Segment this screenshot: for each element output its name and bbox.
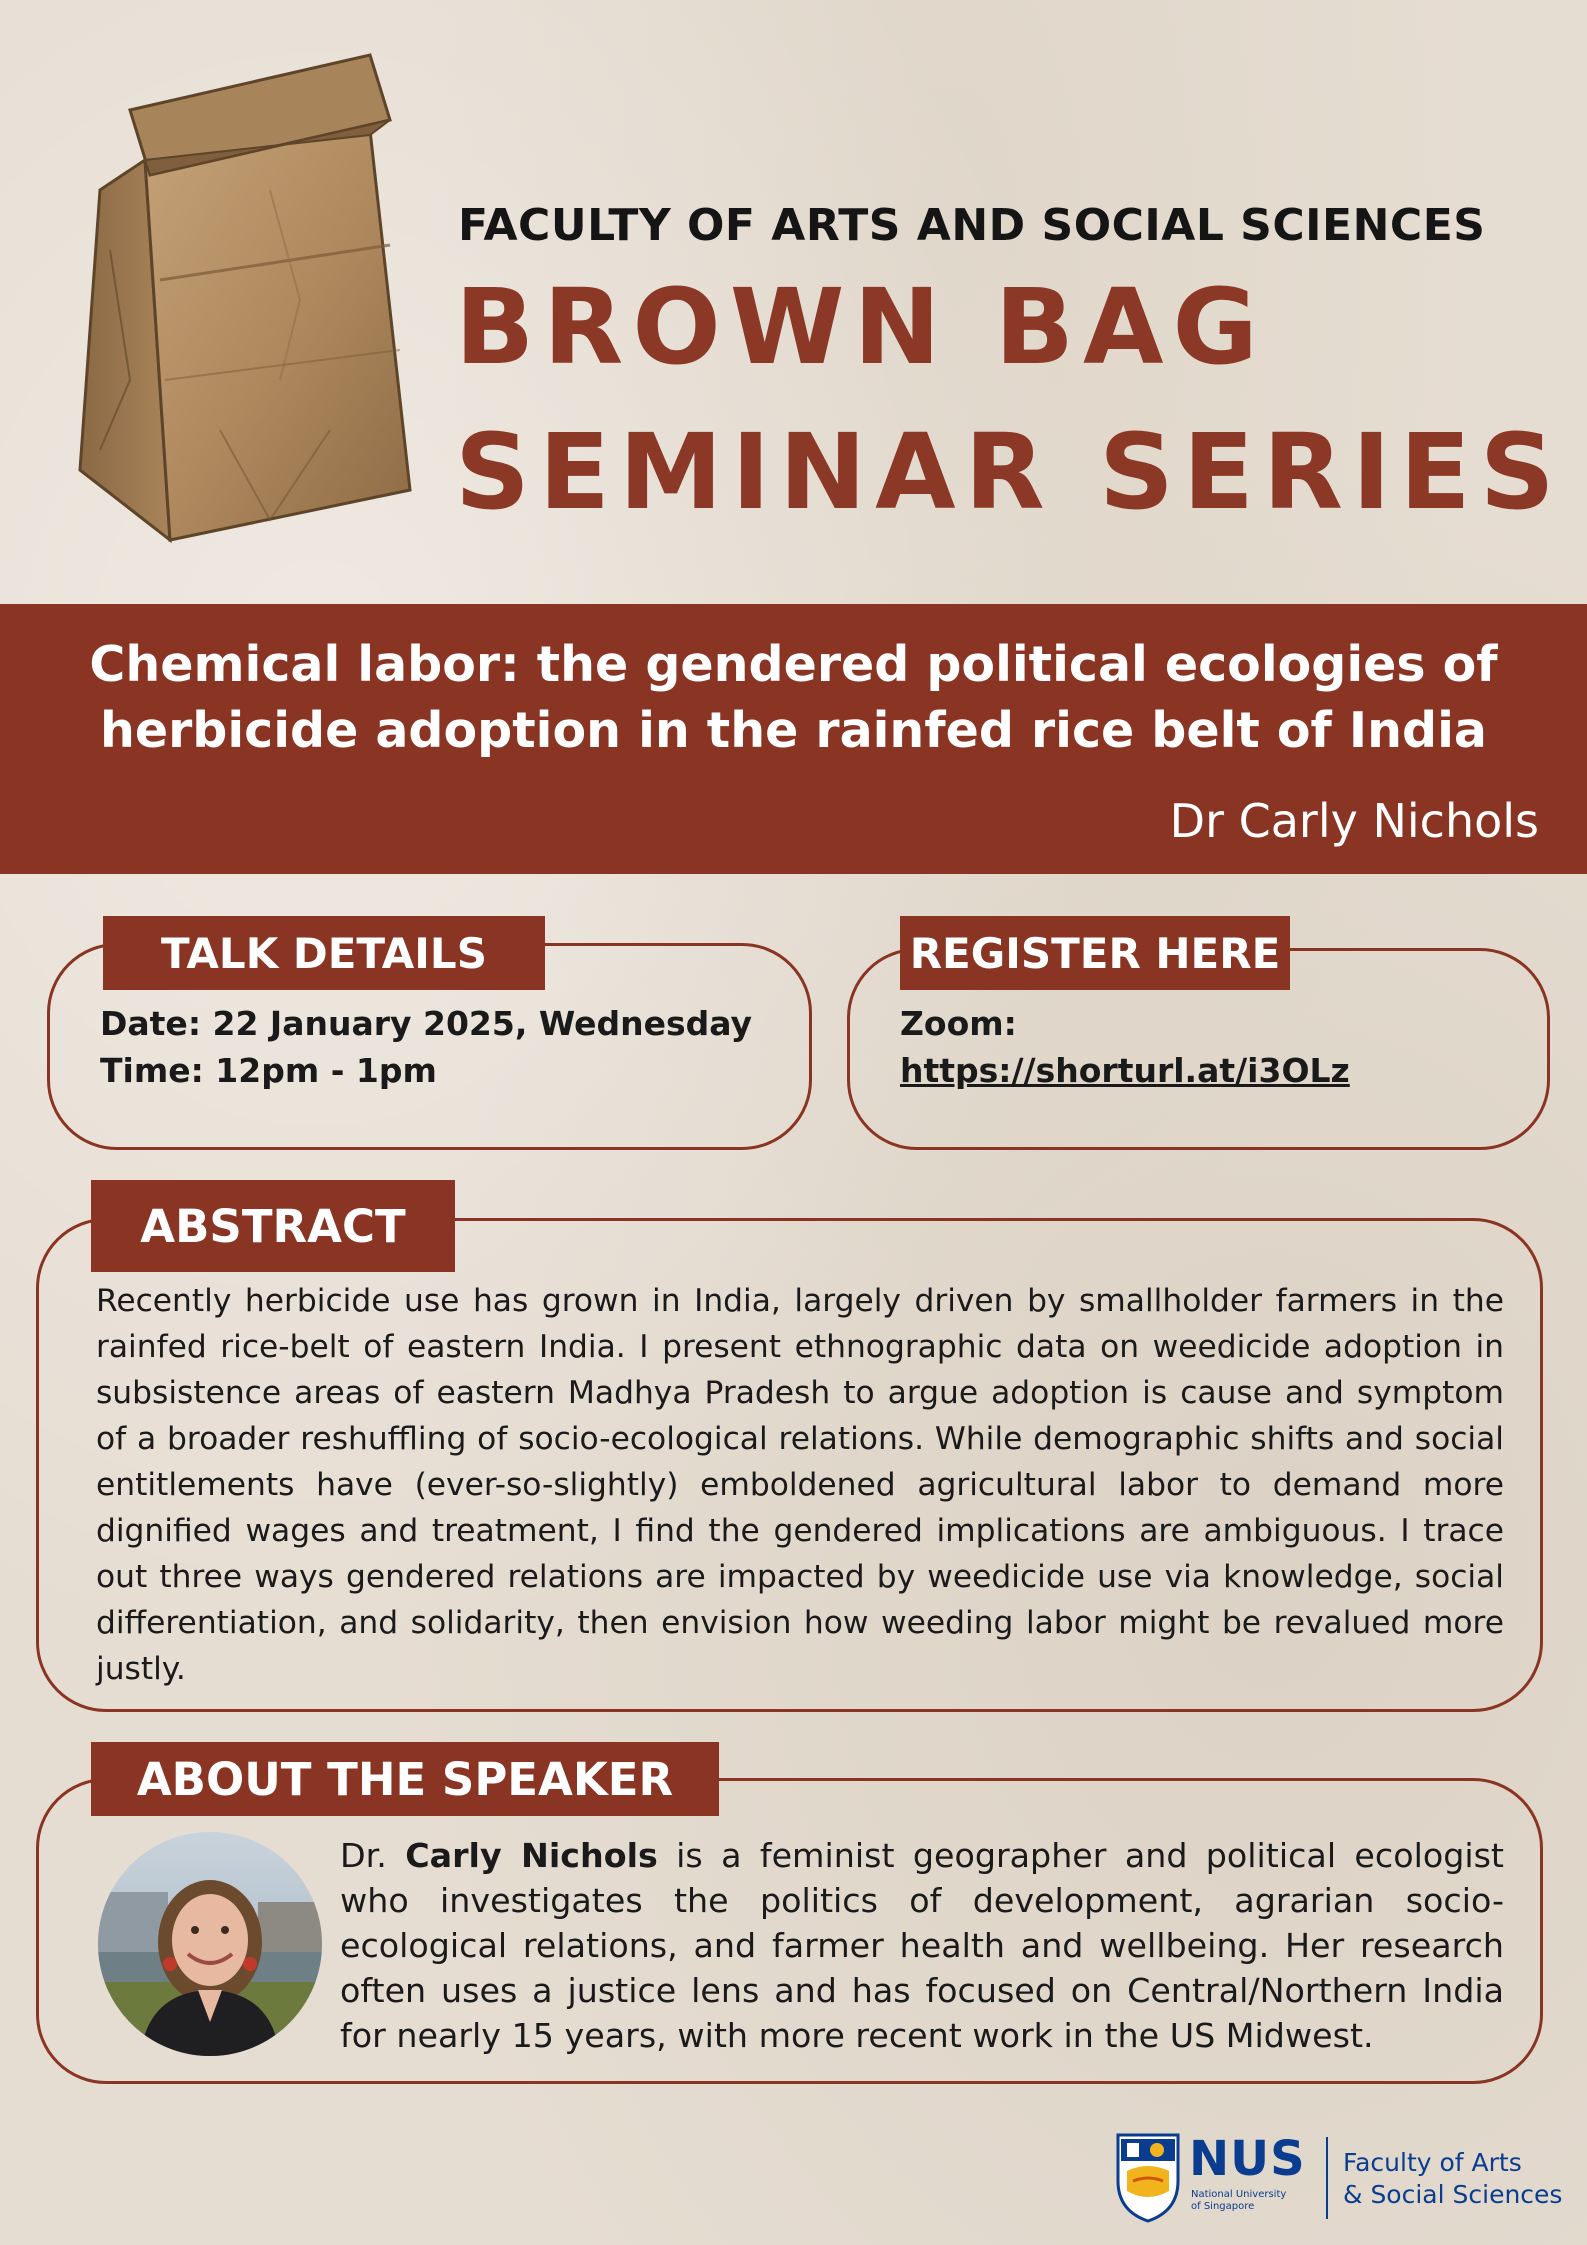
speaker-bio-text: is a feminist geographer and political ecologist who investigates the politics of development, agrarian socio-ecological relations, and farmer health and wellbeing. Her research often uses a justice lens and has focused on Central/Northern India for nearly 15 years, with more recent work in the US Midwest. <box>340 1836 1504 2055</box>
zoom-label: Zoom: <box>900 1004 1017 1043</box>
series-title-line1: BROWN BAG <box>455 266 1267 388</box>
nus-subtitle-line1: National University <box>1191 2189 1287 2200</box>
nus-crest-icon <box>1113 2131 1183 2223</box>
speaker-photo <box>98 1832 322 2056</box>
speaker-bio-prefix: Dr. <box>340 1836 406 1875</box>
fass-line2: & Social Sciences <box>1343 2180 1563 2209</box>
fass-wordmark <box>1343 2147 1562 2211</box>
speaker-bio-name: Carly Nichols <box>405 1836 658 1875</box>
talk-date: Date: 22 January 2025, Wednesday <box>100 1004 752 1043</box>
talk-title: Chemical labor: the gendered political ecologies of herbicide adoption in the rainfed rice belt of India <box>89 636 1498 759</box>
speaker-bio <box>340 1833 1504 2058</box>
nus-wordmark: NUS <box>1189 2131 1306 2187</box>
talk-details-heading: TALK DETAILS <box>103 916 545 990</box>
nus-fass-logo <box>1113 2131 1563 2223</box>
talk-details-text <box>100 1000 752 1094</box>
banner-speaker-name: Dr Carly Nichols <box>1169 794 1539 848</box>
fass-line1: Faculty of Arts <box>1343 2148 1522 2177</box>
series-title-line2: SEMINAR SERIES <box>455 411 1564 533</box>
register-text <box>900 1000 1350 1094</box>
register-heading: REGISTER HERE <box>900 916 1290 990</box>
abstract-text: Recently herbicide use has grown in India, largely driven by smallholder farmers in the rainfed rice-belt of eastern India. I present ethnographic data on weedicide adoption in subsistence areas of eastern Madhya Pradesh to argue adoption is cause and symptom of a broader reshuffling of socio-ecological relations. While demographic shifts and social entitlements have (ever-so-slightly) emboldened agricultural labor to demand more dignified wages and treatment, I find the gendered implications are ambiguous. I trace out three ways gendered relations are impacted by weedicide use via knowledge, social differentiation, and solidarity, then envision how weeding labor might be revalued more justly. <box>96 1283 1504 1687</box>
zoom-registration-link[interactable]: https://shorturl.at/i3OLz <box>900 1051 1350 1090</box>
logo-divider <box>1326 2137 1328 2219</box>
nus-subtitle-line2: of Singapore <box>1191 2201 1255 2212</box>
abstract-heading: ABSTRACT <box>91 1180 455 1272</box>
nus-subtitle <box>1191 2189 1331 2213</box>
about-speaker-heading: ABOUT THE SPEAKER <box>91 1742 719 1816</box>
faculty-heading: FACULTY OF ARTS AND SOCIAL SCIENCES <box>458 200 1486 251</box>
brown-bag-illustration <box>70 50 430 590</box>
talk-banner <box>0 604 1587 874</box>
talk-time: Time: 12pm - 1pm <box>100 1051 437 1090</box>
